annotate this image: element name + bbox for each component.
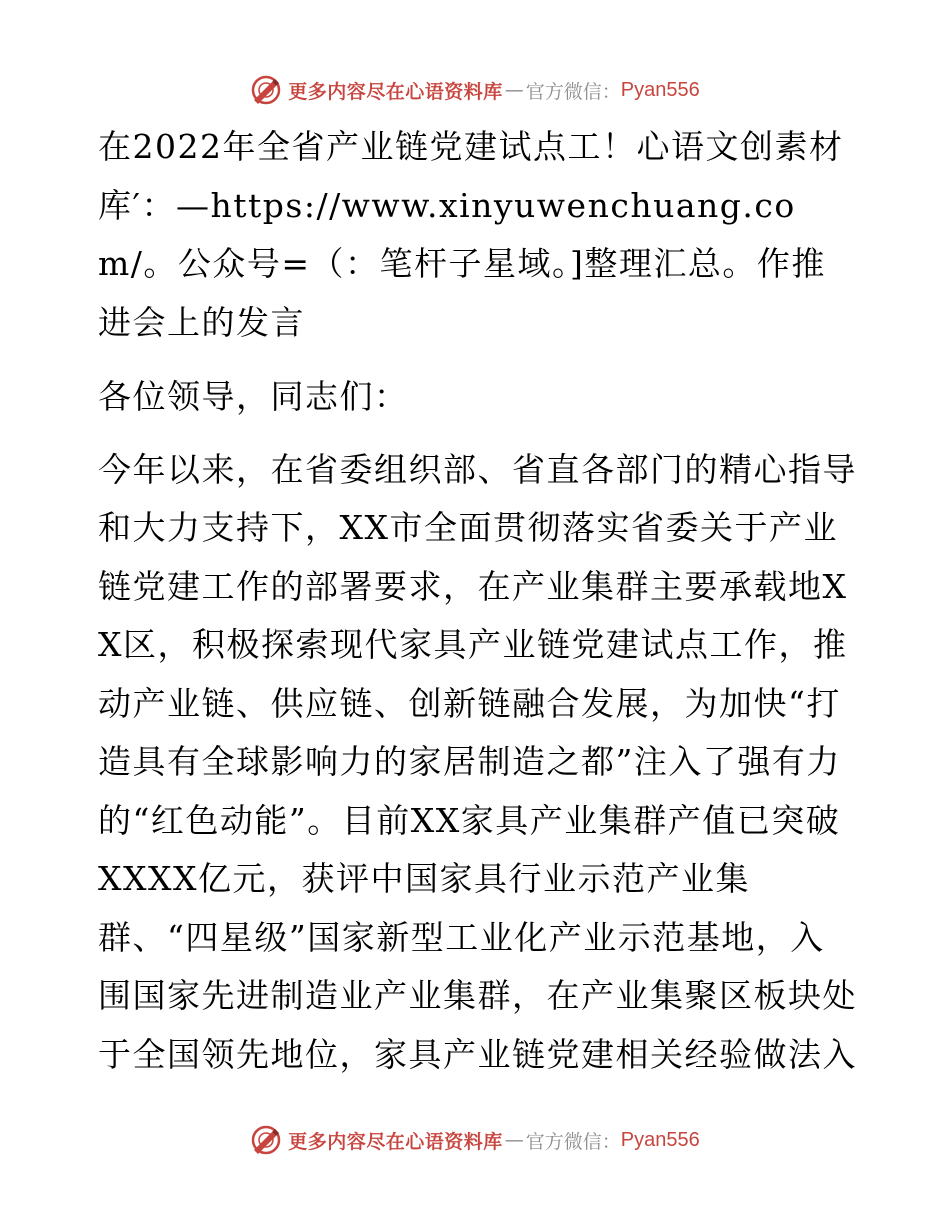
red-pen-logo-icon: [250, 1124, 282, 1156]
header-banner: [0, 70, 950, 110]
banner-brand-text: 更多内容尽在心语资料库: [288, 80, 503, 103]
banner-wechat-handle: Pyan556: [620, 78, 700, 101]
document-body: [98, 118, 858, 1084]
document-salutation: 各位领导，同志们：: [98, 377, 409, 416]
banner-dash: —: [504, 79, 524, 101]
banner-wechat-label: 官方微信：: [525, 1130, 621, 1153]
document-paragraph: 今年以来，在省委组织部、省直各部门的精心指导和大力支持下，XX市全面贯彻落实省委关于产业链党建工作的部署要求，在产业集群主要承载地XX区，积极探索现代家具产业链党建试点工作，推动产业链、供应链、创新链融合发展，为加快“打造具有全球影响力的家居制造之都”注入了强有力的“红色动能”。目前XX家具产业集群产值已突破XXXX亿元，获评中国家具行业示范产业集群、“四星级”国家新型工业化产业示范基地，入围国家先进制造业产业集群，在产业集聚区板块处于全国领先地位，家具产业链党建相关经验做法入: [98, 449, 857, 1074]
red-pen-logo-icon: [250, 74, 282, 106]
banner-brand-text: 更多内容尽在心语资料库: [288, 1130, 503, 1153]
banner-dash: —: [504, 1129, 524, 1151]
document-title: 在2022年全省产业链党建试点工！心语文创素材库′：—https://www.xinyuwenchuang.com/。公众号=（：笔杆子星域。]整理汇总。作推进会上的发言: [98, 127, 844, 342]
banner-wechat-label: 官方微信：: [525, 80, 621, 103]
footer-banner: [0, 1120, 950, 1160]
banner-wechat-handle: Pyan556: [620, 1128, 700, 1151]
